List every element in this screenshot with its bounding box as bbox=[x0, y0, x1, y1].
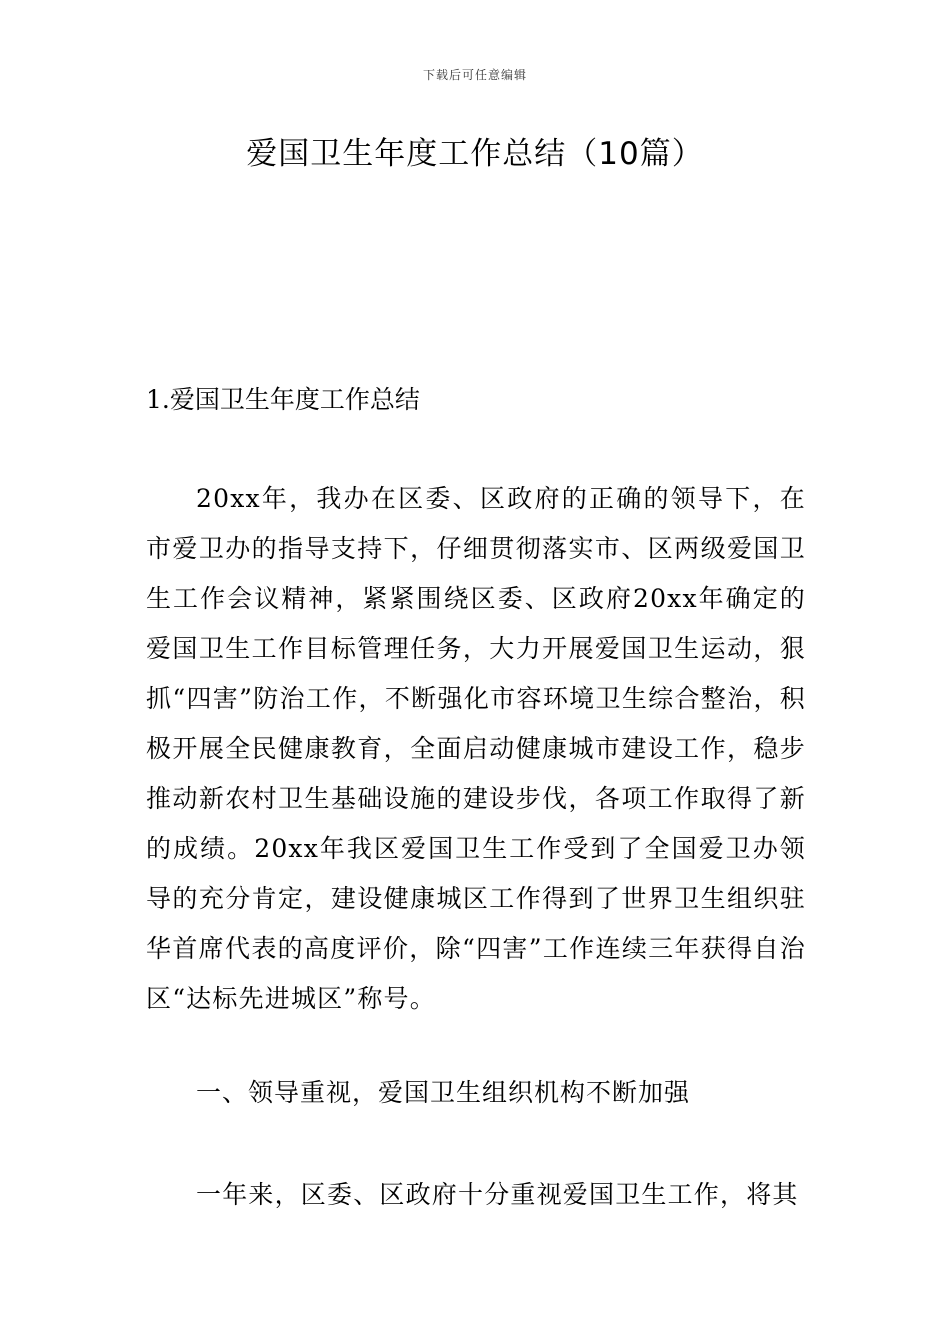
header-note: 下载后可任意编辑 bbox=[422, 68, 527, 82]
section-heading: 1.爱国卫生年度工作总结 bbox=[146, 385, 420, 414]
body-paragraph: 一年来，区委、区政府十分重视爱国卫生工作，将其 bbox=[196, 1180, 799, 1209]
subheading: 一、领导重视，爱国卫生组织机构不断加强 bbox=[196, 1078, 691, 1107]
body-paragraph: 20xx年，我办在区委、区政府的正确的领导下，在市爱卫办的指导支持下，仔细贯彻落实市、区两级爱国卫生工作会议精神，紧紧围绕区委、区政府20xx年确定的爱国卫生工作目标管理任务，大力开展爱国卫生运动，狠抓“四害”防治工作，不断强化市容环境卫生综合整治，积极开展全民健康教育，全面启动健康城市建设工作，稳步推动新农村卫生基础设施的建设步伐，各项工作取得了新的成绩。20xx年我区爱国卫生工作受到了全国爱卫办领导的充分肯定，建设健康城区工作得到了世界卫生组织驻华首席代表的高度评价，除“四害”工作连续三年获得自治区“达标先进城区”称号。 bbox=[146, 484, 806, 1013]
document-title: 爱国卫生年度工作总结（10篇） bbox=[246, 136, 704, 172]
